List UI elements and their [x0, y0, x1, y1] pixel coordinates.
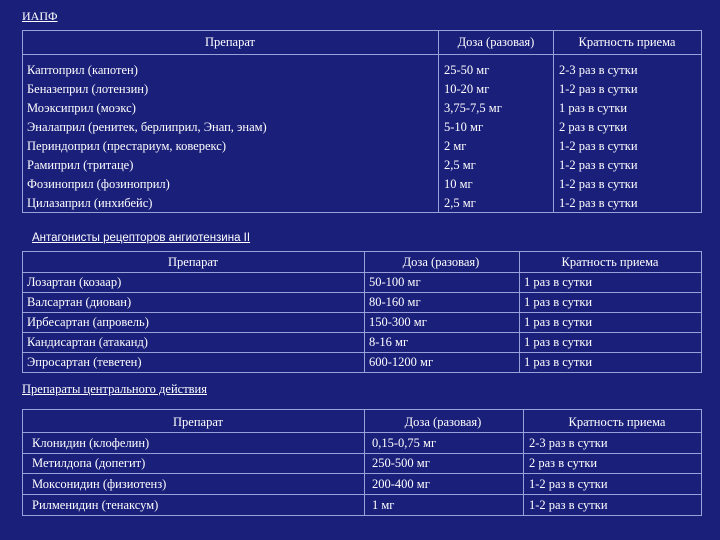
central-cell-drug: Моксонидин (физиотенз) [32, 477, 167, 491]
section-title-acei: ИАПФ [22, 9, 58, 23]
arb-cell-dose: 150-300 мг [369, 315, 427, 329]
acei-cell-dose: 3,75-7,5 мг [444, 101, 502, 115]
acei-cell-drug: Каптоприл (капотен) [27, 63, 138, 77]
acei-cell-frequency: 2-3 раз в сутки [559, 63, 638, 77]
acei-cell-frequency: 2 раз в сутки [559, 120, 628, 134]
central-cell-dose: 250-500 мг [372, 456, 430, 470]
central-cell-drug: Клонидин (клофелин) [32, 436, 150, 450]
acei-cell-drug: Моэксиприл (моэкс) [27, 101, 136, 115]
central-cell-frequency: 2-3 раз в сутки [529, 436, 608, 450]
arb-header-dose: Доза (разовая) [402, 255, 480, 269]
central-cell-dose: 200-400 мг [372, 477, 430, 491]
acei-cell-drug: Фозиноприл (фозиноприл) [27, 177, 170, 191]
acei-cell-dose: 25-50 мг [444, 63, 490, 77]
acei-cell-drug: Рамиприл (тритаце) [27, 158, 134, 172]
arb-cell-dose: 600-1200 мг [369, 355, 434, 369]
acei-cell-frequency: 1-2 раз в сутки [559, 82, 638, 96]
section-title-arb: Антагонисты рецепторов ангиотензина II [32, 232, 251, 244]
central-header-drug: Препарат [173, 415, 223, 429]
central-cell-dose: 1 мг [372, 498, 395, 512]
central-cell-drug: Рилменидин (тенаксум) [32, 498, 159, 512]
arb-cell-frequency: 1 раз в сутки [524, 315, 593, 329]
acei-cell-frequency: 1 раз в сутки [559, 101, 628, 115]
section-title-central: Препараты центрального действия [22, 382, 207, 396]
arb-cell-frequency: 1 раз в сутки [524, 295, 593, 309]
arb-cell-drug: Лозартан (козаар) [27, 275, 122, 289]
central-cell-frequency: 1-2 раз в сутки [529, 498, 608, 512]
acei-header-frequency: Кратность приема [578, 35, 676, 49]
acei-cell-frequency: 1-2 раз в сутки [559, 139, 638, 153]
arb-cell-drug: Кандисартан (атаканд) [27, 335, 148, 349]
arb-cell-drug: Валсартан (диован) [27, 295, 132, 309]
central-cell-frequency: 1-2 раз в сутки [529, 477, 608, 491]
arb-cell-drug: Эпросартан (теветен) [27, 355, 142, 369]
arb-cell-frequency: 1 раз в сутки [524, 335, 593, 349]
acei-cell-drug: Цилазаприл (инхибейс) [27, 196, 153, 210]
acei-cell-dose: 2,5 мг [444, 158, 476, 172]
arb-cell-dose: 50-100 мг [369, 275, 421, 289]
arb-cell-dose: 80-160 мг [369, 295, 421, 309]
acei-cell-frequency: 1-2 раз в сутки [559, 177, 638, 191]
acei-header-drug: Препарат [205, 35, 255, 49]
central-header-dose: Доза (разовая) [404, 415, 482, 429]
acei-cell-dose: 2,5 мг [444, 196, 476, 210]
central-cell-frequency: 2 раз в сутки [529, 456, 598, 470]
central-cell-drug: Метилдопа (допегит) [32, 456, 146, 470]
central-header-frequency: Кратность приема [568, 415, 666, 429]
arb-cell-frequency: 1 раз в сутки [524, 275, 593, 289]
acei-cell-frequency: 1-2 раз в сутки [559, 158, 638, 172]
arb-cell-dose: 8-16 мг [369, 335, 409, 349]
arb-header-frequency: Кратность приема [561, 255, 659, 269]
arb-cell-drug: Ирбесартан (апровель) [27, 315, 149, 329]
acei-cell-dose: 10-20 мг [444, 82, 490, 96]
acei-cell-dose: 2 мг [444, 139, 467, 153]
acei-header-dose: Доза (разовая) [457, 35, 535, 49]
acei-cell-dose: 10 мг [444, 177, 473, 191]
acei-cell-drug: Эналаприл (ренитек, берлиприл, Энап, энам) [27, 120, 267, 134]
acei-cell-drug: Периндоприл (престариум, коверекс) [27, 139, 226, 153]
acei-cell-frequency: 1-2 раз в сутки [559, 196, 638, 210]
acei-cell-drug: Беназеприл (лотензин) [27, 82, 149, 96]
arb-cell-frequency: 1 раз в сутки [524, 355, 593, 369]
central-cell-dose: 0,15-0,75 мг [372, 436, 437, 450]
acei-cell-dose: 5-10 мг [444, 120, 484, 134]
arb-header-drug: Препарат [168, 255, 218, 269]
